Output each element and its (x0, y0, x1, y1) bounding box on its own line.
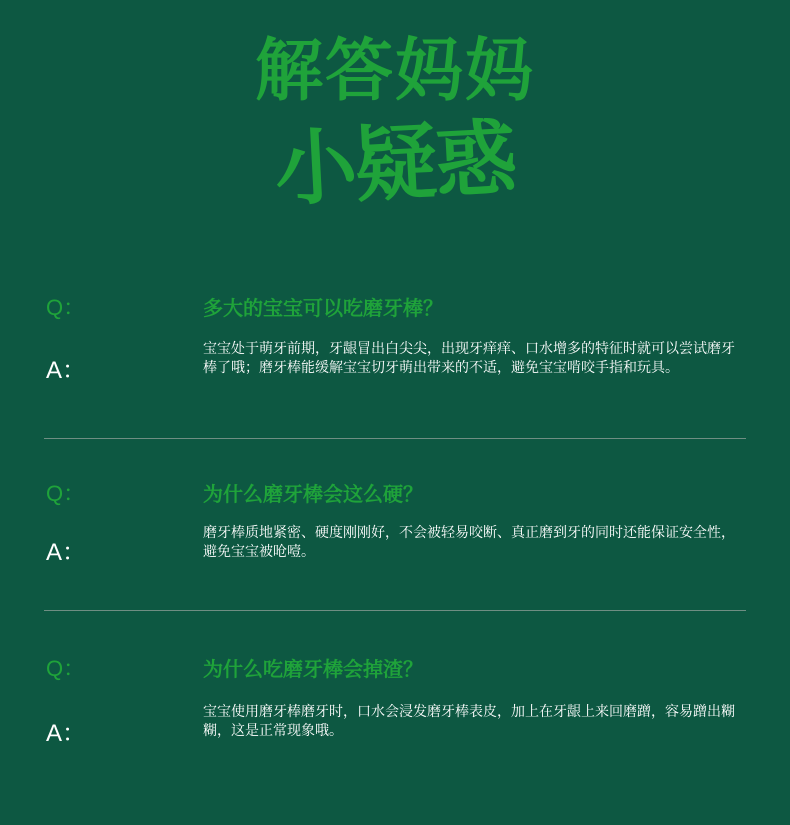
divider (44, 610, 746, 611)
question-text: 为什么磨牙棒会这么硬？ (203, 482, 423, 506)
question-label: Q： (46, 481, 86, 506)
question-label: Q： (46, 295, 86, 320)
page-title: 解答妈妈 (254, 32, 535, 111)
question-text: 为什么吃磨牙棒会掉渣？ (203, 657, 423, 681)
answer-text: 宝宝处于萌牙前期，牙龈冒出白尖尖，出现牙痒痒、口水增多的特征时就可以尝试磨牙棒了哦；磨牙棒能缓解宝宝切牙萌出带来的不适，避免宝宝啃咬手指和玩具。 (203, 341, 735, 376)
question-text: 多大的宝宝可以吃磨牙棒？ (203, 296, 443, 320)
page-subtitle: 小疑惑 (272, 110, 518, 219)
answer-label: A： (46, 720, 87, 747)
question-label: Q： (46, 656, 86, 681)
answer-text: 磨牙棒质地紧密、硬度刚刚好，不会被轻易咬断、真正磨到牙的同时还能保证安全性，避免宝宝被呛噎。 (203, 525, 735, 560)
answer-label: A： (46, 357, 87, 384)
answer-label: A： (46, 539, 87, 566)
divider (44, 438, 746, 439)
answer-text: 宝宝使用磨牙棒磨牙时，口水会浸发磨牙棒表皮，加上在牙龈上来回磨蹭，容易蹭出糊糊，这是正常现象哦。 (203, 704, 735, 739)
